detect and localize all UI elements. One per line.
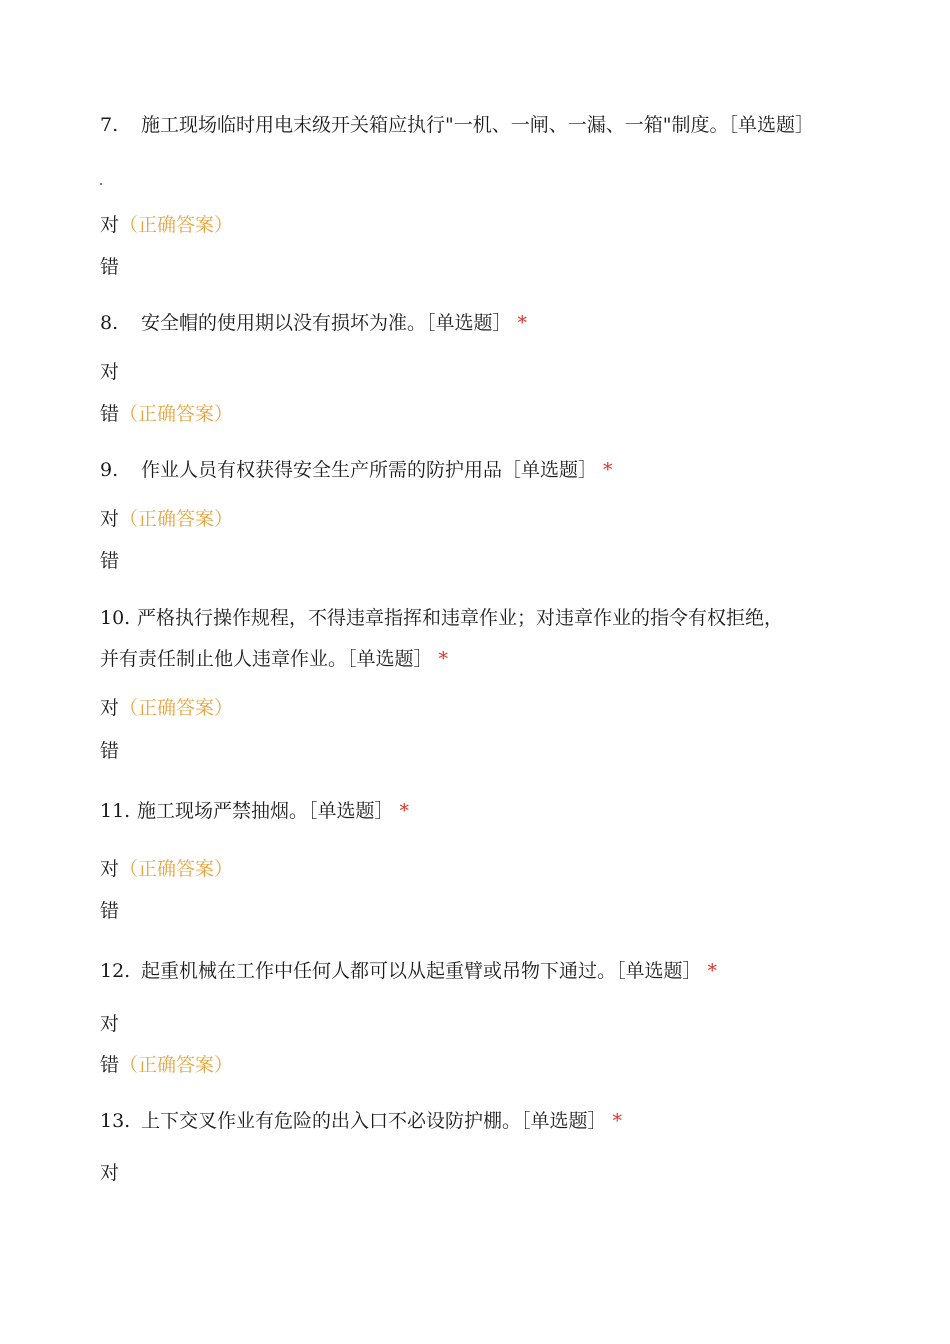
question-9 [100,458,835,482]
option-false [100,402,233,426]
question-10 [100,606,835,630]
option-true [100,507,233,531]
required-star: * [438,648,449,670]
correct-answer-mark: （正确答案） [119,858,234,880]
option-false [100,739,119,763]
option-label: 对 [100,1162,120,1184]
question-text-line-2: 并有责任制止他人违章作业。［单选题］ [100,648,433,670]
question-text: 施工现场临时用电末级开关箱应执行"一机、一闸、一漏、一箱"制度。［单选题］ [141,114,814,136]
option-true [100,696,233,720]
option-label: 错 [100,550,120,572]
option-label: 对 [100,508,120,530]
stray-dot [100,183,102,185]
question-number: 10. [100,607,131,629]
required-star: * [399,800,410,822]
required-star: * [517,312,528,334]
required-star: * [603,459,613,481]
question-number: 9. [100,459,119,481]
option-true [100,857,233,881]
question-number: 13. [100,1110,131,1132]
option-label: 错 [100,740,120,762]
question-number: 8. [100,312,119,334]
question-8 [100,311,835,335]
question-11 [100,799,835,823]
question-13 [100,1109,835,1133]
option-false [100,549,119,573]
option-label: 对 [100,697,120,719]
question-text: 上下交叉作业有危险的出入口不必设防护棚。［单选题］ [141,1110,607,1132]
correct-answer-mark: （正确答案） [119,697,234,719]
required-star: * [707,960,718,982]
option-label: 对 [100,1013,120,1035]
correct-answer-mark: （正确答案） [119,508,234,530]
option-label: 错 [100,403,120,425]
option-false [100,1053,233,1077]
option-true [100,1161,119,1185]
question-number: 12. [100,960,131,982]
question-text: 起重机械在工作中任何人都可以从起重臂或吊物下通过。［单选题］ [141,960,702,982]
question-text: 安全帽的使用期以没有损坏为准。［单选题］ [141,312,512,334]
correct-answer-mark: （正确答案） [119,214,234,236]
question-7 [100,113,835,137]
option-false [100,255,119,279]
question-10-continued [100,647,835,671]
option-label: 错 [100,256,120,278]
question-text-line-1: 严格执行操作规程，不得违章指挥和违章作业；对违章作业的指令有权拒绝， [137,607,784,629]
option-label: 对 [100,361,120,383]
question-number: 7. [100,114,119,136]
question-12 [100,959,835,983]
option-false [100,899,119,923]
question-text: 施工现场严禁抽烟。［单选题］ [137,800,394,822]
correct-answer-mark: （正确答案） [119,403,234,425]
option-label: 错 [100,1054,120,1076]
option-true [100,1012,119,1036]
option-label: 对 [100,214,120,236]
option-label: 错 [100,900,120,922]
option-true [100,213,233,237]
option-true [100,360,119,384]
correct-answer-mark: （正确答案） [119,1054,234,1076]
question-text: 作业人员有权获得安全生产所需的防护用品［单选题］ [141,459,598,481]
question-number: 11. [100,800,131,822]
required-star: * [612,1110,623,1132]
option-label: 对 [100,858,120,880]
